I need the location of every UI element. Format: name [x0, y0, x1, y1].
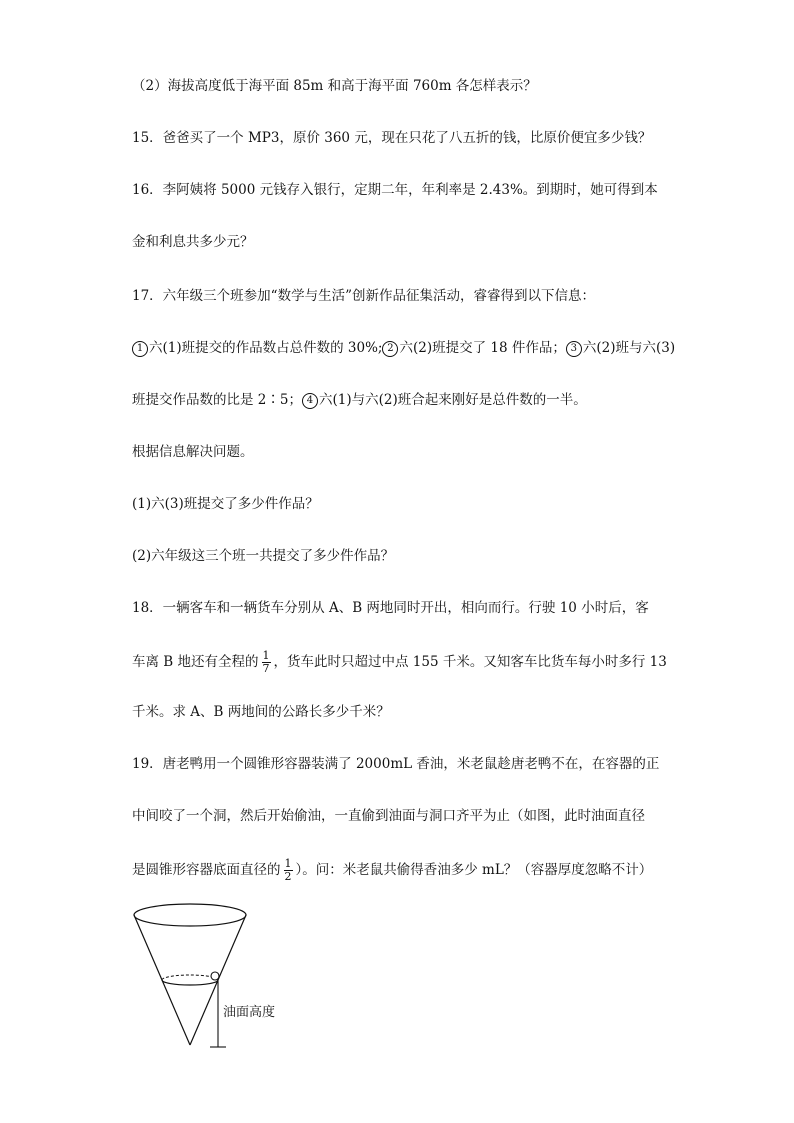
frac-denominator: 2	[284, 870, 292, 883]
question-16-line2: 金和利息共多少元？	[132, 234, 254, 250]
question-17-instruction: 根据信息解决问题。	[132, 444, 254, 460]
question-19-line3	[132, 858, 652, 883]
q19-text-a: 是圆锥形容器底面直径的	[132, 862, 281, 878]
q14-part2: （2）海拔高度低于海平面 85m 和高于海平面 760m 各怎样表示？	[132, 78, 537, 94]
question-18-line3: 千米。求 A、B 两地间的公路长多少千米？	[132, 704, 390, 720]
frac-numerator: 1	[284, 857, 292, 870]
oil-surface-front	[162, 980, 218, 985]
question-19-line1: 19．唐老鸭用一个圆锥形容器装满了 2000mL 香油，米老鼠趁唐老鸭不在，在容器的正	[132, 756, 660, 772]
cone-top-rim	[134, 904, 246, 926]
question-17-info-line	[132, 338, 675, 358]
info-3-cont: 班提交作品数的比是 2∶5；	[132, 392, 302, 408]
circled-number-2: 2	[382, 341, 398, 357]
hole-icon	[211, 972, 219, 980]
frac-numerator: 1	[262, 649, 270, 662]
circled-number-4: 4	[302, 393, 318, 409]
question-17-part2: (2)六年级这三个班一共提交了多少件作品？	[132, 548, 395, 564]
fraction-one-seventh	[262, 650, 271, 675]
question-18-line2	[132, 650, 667, 675]
question-15: 15．爸爸买了一个 MP3，原价 360 元，现在只花了八五折的钱，比原价便宜多少钱？	[132, 130, 652, 146]
question-17-intro: 17．六年级三个班参加“数学与生活”创新作品征集活动，睿睿得到以下信息：	[132, 288, 595, 304]
circled-number-3: 3	[566, 341, 582, 357]
question-16-line1: 16．李阿姨将 5000 元钱存入银行，定期二年，年利率是 2.43%。到期时，她可得到本	[132, 182, 658, 198]
info-3: 六(2)班与六(3)	[582, 340, 676, 356]
frac-denominator: 7	[262, 662, 270, 675]
fraction-one-half	[284, 858, 293, 883]
oil-height-label: 油面高度	[223, 1005, 276, 1020]
info-2: 六(2)班提交了 18 件作品；	[399, 340, 566, 356]
q19-text-b: ）。问：米老鼠共偷得香油多少 mL？（容器厚度忽略不计）	[295, 862, 653, 878]
question-17-info-line2	[132, 390, 587, 410]
cone-container-figure	[125, 900, 305, 1060]
question-17-part1: (1)六(3)班提交了多少件作品？	[132, 496, 319, 512]
q18-text-a: 车离 B 地还有全程的	[132, 654, 259, 670]
question-19-line2: 中间咬了一个洞，然后开始偷油，一直偷到油面与洞口齐平为止（如图，此时油面直径	[132, 808, 645, 824]
circled-number-1: 1	[132, 341, 148, 357]
info-4: 六(1)与六(2)班合起来刚好是总件数的一半。	[318, 392, 587, 408]
question-18-line1: 18．一辆客车和一辆货车分别从 A、B 两地同时开出，相向而行。行驶 10 小时后，客	[132, 600, 649, 616]
q18-text-b: ，货车此时只超过中点 155 千米。又知客车比货车每小时多行 13	[273, 654, 667, 670]
info-1: 六(1)班提交的作品数占总件数的 30%;	[149, 340, 383, 356]
oil-surface-back	[162, 975, 218, 980]
